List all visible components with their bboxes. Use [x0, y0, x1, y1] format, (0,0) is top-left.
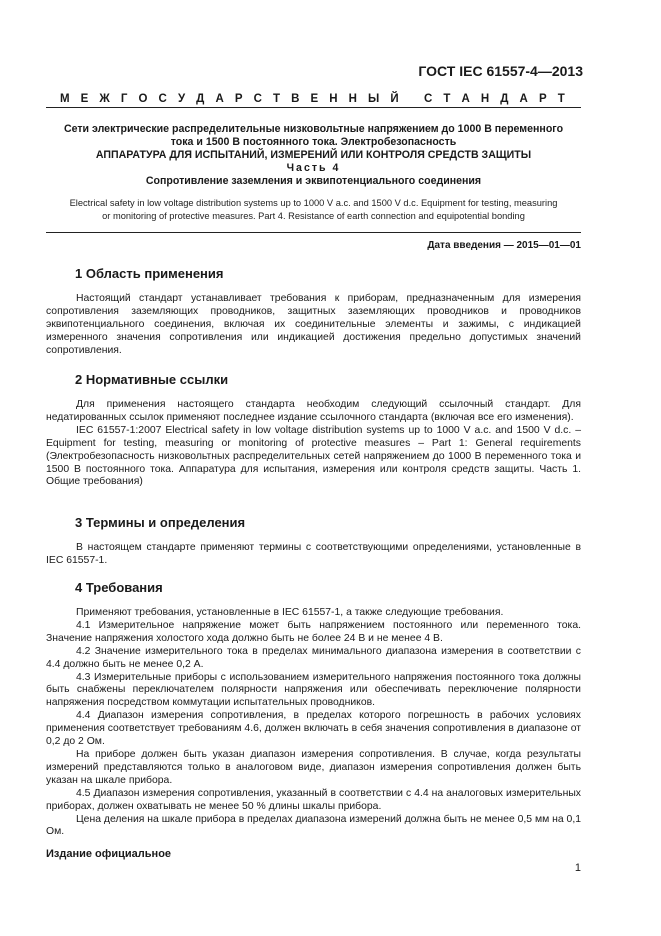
section-4-heading: 4 Требования	[75, 580, 163, 595]
section-1-body	[46, 293, 581, 358]
title-part: Часть 4	[286, 162, 341, 174]
standard-heading-letter: Т	[443, 93, 451, 105]
section-1-heading: 1 Область применения	[75, 266, 224, 281]
paragraph: Настоящий стандарт устанавливает требования к приборам, предназначенным для измерения сопротивления заземляющих проводников, защитных заземляющих проводников и проводников эквипотенциального соединения, включая их соединительные элементы и зажимы, с индикацией измеренного значения сопротивления или индикацией достижения предельно допустимых значений сопротивления.	[46, 293, 581, 356]
paragraph: Для применения настоящего стандарта необходим следующий ссылочный стандарт. Для недатированных ссылок применяют последнее издание ссылочного стандарта (включая все его изменения).	[46, 399, 581, 423]
standard-heading-letter: Ы	[368, 93, 380, 105]
standard-heading-letter: Й	[390, 93, 399, 105]
title-line-1: Сети электрические распределительные низковольтные напряжением до 1000 В переменного	[63, 123, 564, 135]
requirement-4-5: 4.5 Диапазон измерения сопротивления, указанный в соответствии с 4.4 на аналоговых измерительных приборах, должен охватывать не менее 50 % длины шкалы прибора.	[46, 787, 581, 812]
paragraph: В настоящем стандарте применяют термины с соответствующими определениями, установленные в IEC 61557-1.	[46, 542, 581, 566]
standard-heading-letter: О	[138, 93, 148, 105]
requirement-4-2: 4.2 Значение измерительного тока в пределах минимального диапазона измерения в соответствии с 4.4 должно быть не менее 0,2 А.	[46, 645, 581, 670]
title-line-3: АППАРАТУРА ДЛЯ ИСПЫТАНИЙ, ИЗМЕРЕНИЙ ИЛИ КОНТРОЛЯ СРЕДСТВ ЗАЩИТЫ	[95, 149, 532, 161]
requirement-4-3: 4.3 Измерительные приборы с использованием измерительного напряжения постоянного тока должны быть снабжены переключателем полярности напряжения или обеспечивать переключение полярности напряжения посредством коммутации испытательных проводников.	[46, 671, 581, 709]
standard-heading-letter: Д	[500, 93, 509, 105]
section-3-heading: 3 Термины и определения	[75, 515, 246, 530]
standard-type-heading	[60, 93, 565, 105]
standard-heading-letter: М	[60, 93, 70, 105]
title-subject: Сопротивление заземления и эквипотенциального соединения	[145, 175, 482, 187]
standard-heading-letter: А	[519, 93, 528, 105]
paragraph: Цена деления на шкале прибора в пределах диапазона измерений должна быть не менее 0,5 мм на 0,1 Ом.	[46, 813, 581, 838]
english-title-line-1: Electrical safety in low voltage distribution systems up to 1000 V a.c. and 1500 V d.c. Equipment for testing, measuring	[69, 198, 558, 208]
standard-heading-letter: Р	[234, 93, 243, 105]
requirement-4-4: 4.4 Диапазон измерения сопротивления, в пределах которого погрешность в рабочих условиях применения соответствует требованиям 4.6, должен включать в себя значения сопротивления в диапазоне от 0,2 до 2 Ом.	[46, 710, 581, 748]
paragraph: На приборе должен быть указан диапазон измерения сопротивления. В случае, когда результаты измерений представляются только в аналоговом виде, диапазон измерения сопротивления должен быть указан на шкале прибора.	[46, 748, 581, 786]
standard-heading-letter: А	[215, 93, 224, 105]
standard-heading-letter: Т	[557, 93, 565, 105]
section-2-heading: 2 Нормативные ссылки	[75, 372, 229, 387]
standard-heading-letter: А	[461, 93, 470, 105]
standard-heading-letter: В	[291, 93, 300, 105]
standard-heading-letter: Н	[480, 93, 490, 105]
edition-note: Издание официальное	[46, 848, 172, 860]
header-rule	[46, 107, 581, 108]
standard-heading-letter: У	[177, 93, 186, 105]
standard-heading-letter: С	[423, 93, 433, 105]
reference-entry: IEC 61557-1:2007 Electrical safety in low voltage distribution systems up to 1000 V a.c. and 1500 V d.c. – Equipment for testing, measuring or monitoring of protective measures – Part 1: General requirements (Электробезопасность низковольтных распределительных сетей напряжением до 1000 В переменного тока и 1500 В постоянного тока. Аппаратура для испытания, измерения или контроля средств защиты. Часть 1. Общие требования)	[46, 424, 581, 488]
document-code: ГОСТ IEC 61557-4—2013	[418, 63, 583, 79]
requirement-4-1: 4.1 Измерительное напряжение может быть напряжением постоянного или переменного тока. Значение напряжения холостого хода должно быть не более 24 В и не менее 4 В.	[46, 619, 581, 644]
page-number: 1	[574, 862, 581, 874]
title-rule	[46, 232, 581, 233]
standard-heading-letter: Е	[310, 93, 319, 105]
english-title-line-2: or monitoring of protective measures. Part 4. Resistance of earth connection and equipotential bonding	[102, 211, 525, 221]
standard-heading-letter: Т	[272, 93, 281, 105]
section-4-body	[46, 607, 581, 839]
standard-heading-letter: Г	[120, 93, 128, 105]
standard-heading-letter: Д	[196, 93, 205, 105]
standard-heading-letter: С	[158, 93, 167, 105]
standard-heading-letter: Е	[80, 93, 89, 105]
standard-heading-letter: Н	[348, 93, 357, 105]
section-3-body	[46, 542, 581, 568]
standard-heading-letter: С	[253, 93, 262, 105]
standard-heading-letter: Ж	[99, 93, 110, 105]
standard-heading-letter	[410, 93, 413, 105]
introduction-date: Дата введения — 2015—01—01	[427, 240, 581, 251]
section-2-body	[46, 399, 581, 489]
standard-heading-letter: Р	[538, 93, 547, 105]
paragraph: Применяют требования, установленные в IEC 61557-1, а также следующие требования.	[76, 607, 504, 618]
title-line-2: тока и 1500 В постоянного тока. Электробезопасность	[170, 136, 457, 148]
standard-heading-letter: Н	[329, 93, 338, 105]
